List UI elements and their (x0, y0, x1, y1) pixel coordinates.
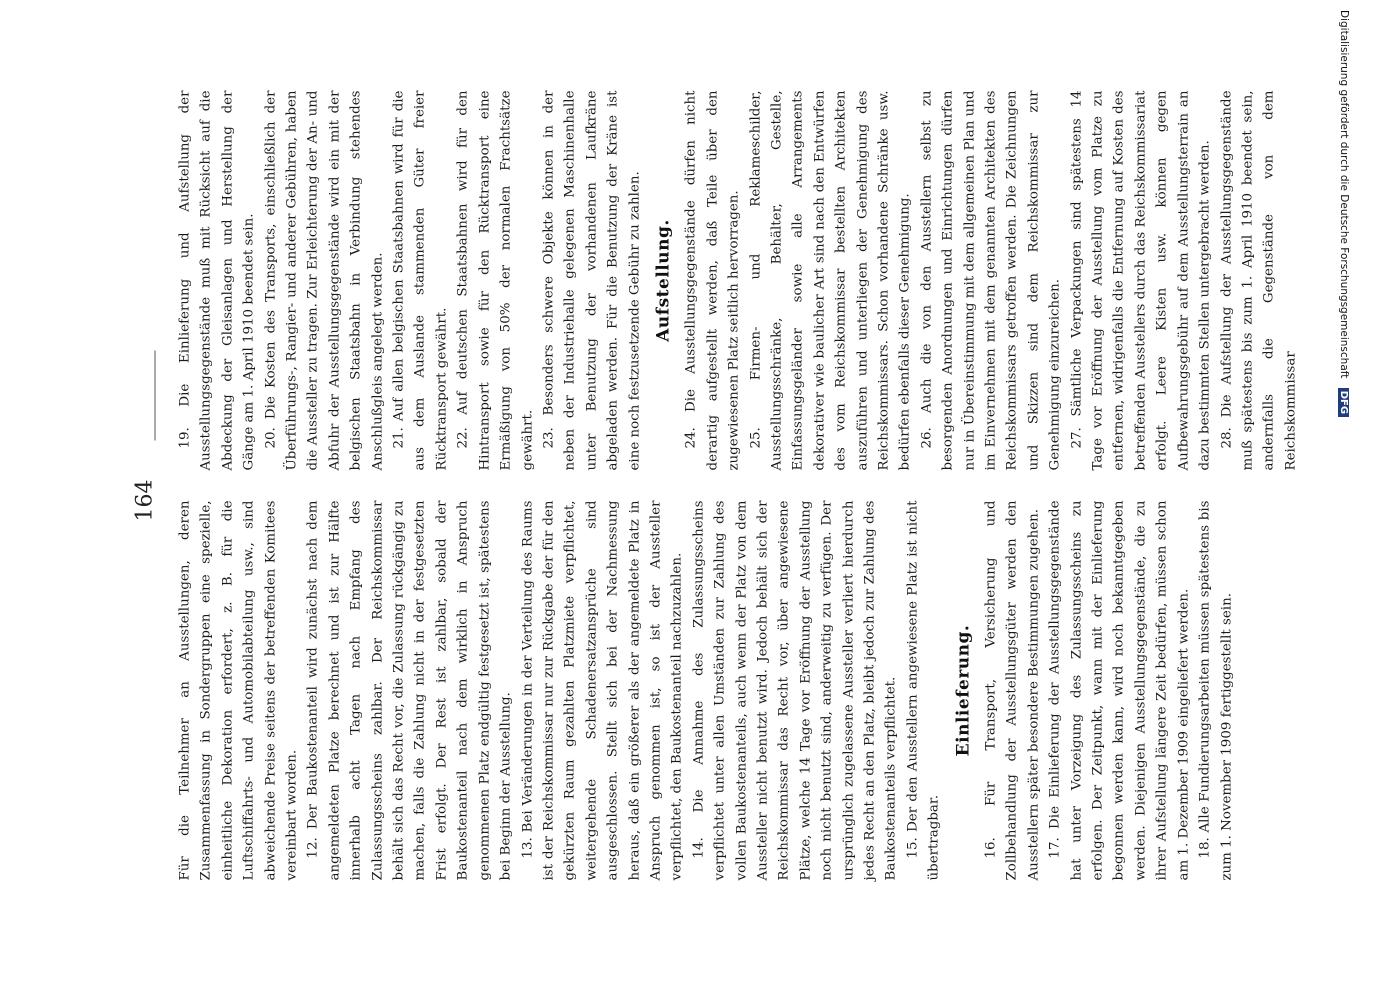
paragraph-15: 15. Der den Ausstellern angewiesene Platz ist nicht übertragbar. (905, 500, 942, 881)
section-heading-einlieferung: Einlieferung. (953, 624, 974, 757)
paragraph-25: 25. Firmen- und Reklameschilder, Ausstellungsschränke, Behälter, Gestelle, Einfassungsgeländer sowie alle Arrangements dekorativer wie baulicher Art sind nach den Entwürfen des vom Reichskommissar bestellten Architekten auszuführen und unterliegen der Genehmigung des Reichskommissars. Schon vorhandene Schränke usw. bedürfen ebenfalls dieser Genehmigung. (748, 90, 913, 471)
right-column (175, 91, 1302, 471)
document-page (0, 1, 1383, 1001)
dfg-logo: DFG (1338, 388, 1349, 417)
digitization-credit (1330, 10, 1350, 990)
paragraph-26: 26. Auch die von den Ausstellern selbst zu besorgenden Anordnungen und Einrichtungen dürfen nur in Übereinstimmung mit dem allgemeinen Plan und im Einvernehmen mit dem genannten Architekten des Reichskommissars getroffen werden. Die Zeichnungen und Skizzen sind dem Reichskommissar zur Genehmigung einzureichen. (919, 90, 1063, 471)
paragraph-18: 18. Alle Fundierungsarbeiten müssen spätestens bis zum 1. November 1909 fertiggestellt sein. (1197, 500, 1234, 881)
paragraph-16: 16. Für Transport, Versicherung und Zollbehandlung der Ausstellungsgüter werden den Ausstellern später besondere Bestimmungen zugehen. (983, 500, 1042, 881)
rotated-page (0, 1, 1383, 1001)
page-number: 164 (132, 479, 158, 522)
paragraph-28: 28. Die Aufstellung der Ausstellungsgegenstände muß spätestens bis zum 1. April 1910 beendet sein, andernfalls die Gegenstände von dem Reichskommissar (1219, 90, 1299, 471)
paragraph-20: 20. Die Kosten des Transports, einschließlich der Überführungs-, Rangier- und anderer Gebühren, haben die Aussteller zu tragen. Zur Erleichterung der An- und Abfuhr der Ausstellungsgegenstände wird ein mit der belgischen Staatsbahn in Verbindung stehendes Anschlußgleis angelegt werden. (263, 90, 386, 471)
paragraph-19: 19. Die Einlieferung und Aufstellung der Ausstellungsgegenstände muß mit Rücksicht auf die Abdeckung der Gleisanlagen und Herstellung der Gänge am 1. April 1910 beendet sein. (177, 90, 257, 471)
paragraph-21: 21. Auf allen belgischen Staatsbahnen wird für die aus dem Auslande stammenden Güter freier Rücktransport gewährt. (391, 90, 450, 471)
paragraph-24: 24. Die Ausstellungsgegenstände dürfen nicht derartig aufgestellt werden, daß Teile über den zugewiesenen Platz seitlich hervorragen. (683, 90, 742, 471)
paragraph-12: 12. Der Baukostenanteil wird zunächst nach dem angemeldeten Platze berechnet und ist zur Hälfte innerhalb acht Tagen nach Empfang des Zulassungsscheins zahlbar. Der Reichskommissar behält sich das Recht vor, die Zulassung rückgängig zu machen, falls die Zahlung nicht in der festgesetzten Frist erfolgt. Der Rest ist zahlbar, sobald der Baukostenanteil nach dem wirklich in Anspruch genommenen Platz endgültig festgesetzt ist, spätestens bei Beginn der Ausstellung. (305, 500, 514, 881)
left-column (175, 501, 1238, 881)
header-rule (155, 351, 156, 441)
paragraph-27: 27. Sämtliche Verpackungen sind spätestens 14 Tage vor Eröffnung der Ausstellung vom Platze zu entfernen, widrigenfalls die Entfernung auf Kosten des betreffenden Ausstellers durch das Reichskommissariat erfolgt. Leere Kisten usw. können gegen Aufbewahrungsgebühr auf dem Ausstellungsterrain an dazu bestimmten Stellen untergebracht werden. (1069, 90, 1213, 471)
paragraph-13: 13. Bei Veränderungen in der Verteilung des Raums ist der Reichskommissar nur zur Rückgabe der für den gekürzten Raum gezahlten Platzmiete verpflichtet, weitergehende Schadenersatzansprüche sind ausgeschlossen. Stellt sich bei der Nachmessung heraus, daß ein größerer als der angemeldete Platz in Anspruch genommen ist, so ist der Aussteller verpflichtet, den Baukostenanteil nachzuzahlen. (520, 500, 685, 881)
paragraph-17: 17. Die Einlieferung der Ausstellungsgegenstände hat unter Vorzeigung des Zulassungsscheins zu erfolgen. Der Zeitpunkt, wann mit der Einlieferung begonnen werden kann, wird noch bekanntgegeben werden. Diejenigen Ausstellungsgegenstände, die zu ihrer Aufstellung längere Zeit bedürfen, müssen schon am 1. Dezember 1909 eingeliefert werden. (1047, 500, 1192, 881)
paragraph-23: 23. Besonders schwere Objekte können in der neben der Industriehalle gelegenen Maschinenhalle unter Benutzung der vorhandenen Laufkräne abgeladen werden. Für die Benutzung der Kräne ist eine noch festzusetzende Gebühr zu zahlen. (541, 90, 643, 471)
digitization-note: Digitalisierung gefördert durch die Deutsche Forschungsgemeinschaft (1338, 10, 1350, 379)
paragraph-14: 14. Die Annahme des Zulassungsscheins verpflichtet unter allen Umständen zur Zahlung des vollen Baukostenanteils, auch wenn der Platz von dem Aussteller nicht benutzt wird. Jedoch behält sich der Reichskommissar das Recht vor, über angewiesene Plätze, welche 14 Tage vor Eröffnung der Ausstellung noch nicht benutzt sind, anderweitig zu verfügen. Der ursprünglich zugelassene Aussteller verliert hierdurch jedes Recht an den Platz, bleibt jedoch zur Zahlung des Baukostenanteils verpflichtet. (691, 500, 899, 881)
section-heading-aufstellung: Aufstellung. (653, 219, 674, 342)
paragraph-intro: Für die Teilnehmer an Ausstellungen, deren Zusammenfassung in Sondergruppen eine spezielle, einheitliche Dekoration erfordert, z. B. für die Luftschiffahrts- und Automobilabteilung usw., sind abweichende Preise seitens der betreffenden Komitees vereinbart worden. (177, 500, 300, 881)
paragraph-22: 22. Auf deutschen Staatsbahnen wird für den Hintransport sowie für den Rücktransport eine Ermäßigung von 50% der normalen Frachtsätze gewährt. (455, 90, 535, 471)
